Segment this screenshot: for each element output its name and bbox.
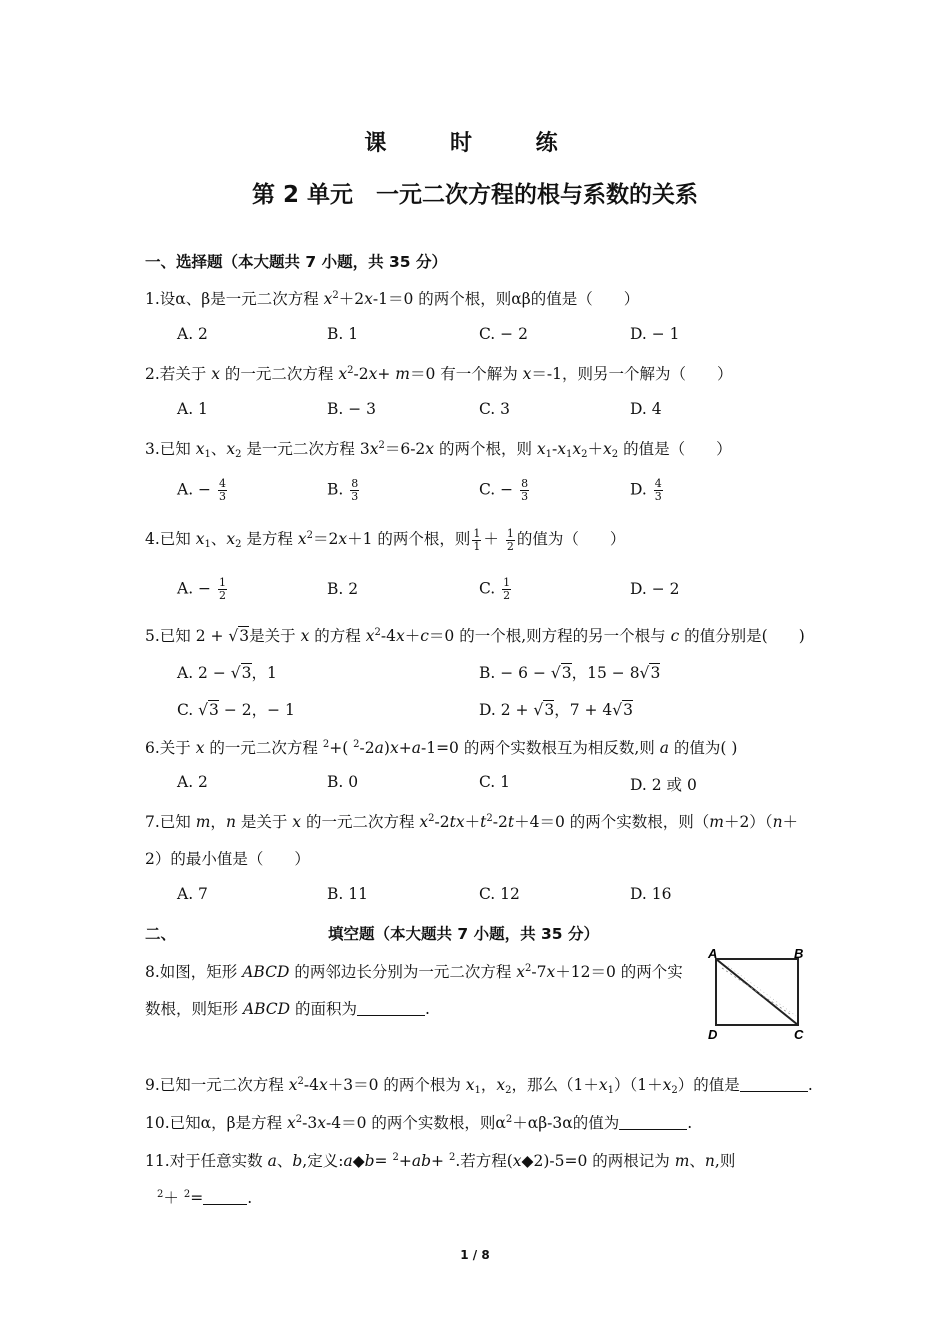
question-1: 1.设α、β是一元二次方程 $x^2+2x-1=0$ 的两个根，则αβ的值是（ ） [145, 290, 640, 308]
label-c: C [794, 1027, 804, 1042]
q4-option-a: A. − $\frac{1}{2}$ [177, 576, 226, 602]
question-7-cont: 2）的最小值是（ ） [145, 850, 310, 868]
q6-option-d: D. 2 或 0 [630, 776, 697, 794]
q7-option-c: C. 12 [479, 885, 520, 903]
question-11-cont: $^2$＋ $^2$= . [157, 1189, 253, 1207]
q1-option-a: A. 2 [177, 325, 208, 343]
section-1-heading: 一、选择题（本大题共 7 小题，共 35 分） [145, 253, 447, 271]
answer-blank-8[interactable] [357, 1001, 425, 1016]
question-10: 10.已知α，β是方程 $x^2-3x-4=0$ 的两个实数根，则$\alpha^2+\alpha\beta-3\alpha$的值为 . [145, 1114, 693, 1132]
question-3: 3.已知 $x_1$、$x_2$ 是一元二次方程 $3x^2=6-2x$ 的两个根，则 $x_1-x_1x_2+x_2$ 的值是（ ） [145, 440, 732, 460]
q6-option-a: A. 2 [177, 773, 208, 791]
question-2: 2.若关于 x 的一元二次方程 $x^2-2x+ m=0$ 有一个解为 x＝-1，则另一个解为（ ） [145, 365, 733, 383]
q1-option-c: C. − 2 [479, 325, 528, 343]
q5-option-d: D. 2 + √3，7 + 4√3 [479, 701, 634, 719]
question-8-cont: 数根，则矩形 ABCD 的面积为 . [145, 1000, 430, 1018]
section-2-heading: 填空题（本大题共 7 小题，共 35 分） [328, 925, 599, 943]
q5-option-a: A. 2 − √3，1 [177, 664, 277, 682]
label-d: D [708, 1027, 718, 1042]
q5-option-c: C. √3 − 2，− 1 [177, 701, 295, 719]
q7-option-a: A. 7 [177, 885, 208, 903]
q7-option-b: B. 11 [327, 885, 368, 903]
q5-option-b: B. − 6 − √3，15 − 8√3 [479, 664, 661, 682]
q1-option-b: B. 1 [327, 325, 359, 343]
answer-blank-10[interactable] [619, 1115, 687, 1130]
q2-option-c: C. 3 [479, 400, 511, 418]
q3-option-c: C. − $\frac{8}{3}$ [479, 477, 529, 503]
question-6: 6.关于 x 的一元二次方程 $^2$+( $^2$-2a)x+a-1=0 的两个实数根互为相反数,则 a 的值为( ) [145, 739, 738, 757]
label-a: A [708, 946, 718, 961]
page-number: 1 / 8 [460, 1248, 490, 1262]
answer-blank-9[interactable] [740, 1077, 808, 1092]
rectangle-abcd-figure [702, 944, 814, 1044]
q4-option-b: B. 2 [327, 580, 359, 598]
page-subtitle: 第 2 单元 一元二次方程的根与系数的关系 [251, 182, 699, 208]
q2-option-a: A. 1 [177, 400, 208, 418]
q6-option-b: B. 0 [327, 773, 359, 791]
label-b: B [794, 946, 804, 961]
question-7: 7.已知 m，n 是关于 x 的一元二次方程 $x^2-2tx+t^2-2t+4=0$ 的两个实数根，则（m＋2）（n＋ [145, 813, 799, 831]
question-9: 9.已知一元二次方程 $x^2-4x+3=0$ 的两个根为 $x_1$，$x_2$，那么$(1+x_1)(1+x_2)$的值是 . [145, 1076, 813, 1096]
q7-option-d: D. 16 [630, 885, 672, 903]
diagonal-ac [716, 959, 798, 1025]
question-5: 5.已知 2 + √3是关于 x 的方程 $x^2-4x+c=0$ 的一个根,则方程的另一个根与 c 的值分别是( ) [145, 627, 805, 645]
q4-option-d: D. − 2 [630, 580, 680, 598]
q1-option-d: D. − 1 [630, 325, 680, 343]
section-2-number: 二、 [145, 925, 177, 943]
q3-option-b: B. $\frac{8}{3}$ [327, 477, 359, 503]
q2-option-b: B. − 3 [327, 400, 377, 418]
question-4: 4.已知 $x_1$、$x_2$ 是方程 $x^2=2x+1$ 的两个根，则 $\frac{1}{1}$ ＋ $\frac{1}{2}$ 的值为（ ） [145, 526, 626, 553]
q3-option-a: A. − $\frac{4}{3}$ [177, 477, 226, 503]
answer-blank-11[interactable] [203, 1190, 247, 1205]
q4-option-c: C. $\frac{1}{2}$ [479, 576, 511, 602]
q6-option-c: C. 1 [479, 773, 511, 791]
page-title: 课 时 练 [364, 131, 586, 156]
question-8: 8.如图，矩形 ABCD 的两邻边长分别为一元二次方程 $x^2-7x+12=0$ 的两个实 [145, 963, 683, 981]
question-11: 11.对于任意实数 a、b,定义:a◆b= $^2$+ab+ $^2$.若方程(x◆2)-5=0 的两根记为 m、n,则 [145, 1152, 736, 1170]
q3-option-d: D. $\frac{4}{3}$ [630, 477, 662, 503]
q2-option-d: D. 4 [630, 400, 662, 418]
